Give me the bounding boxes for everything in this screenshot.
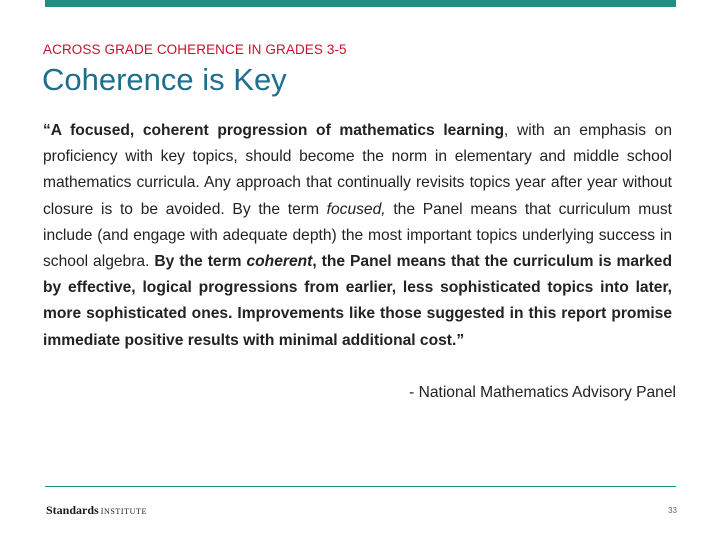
quote-bold-opening: “A focused, coherent progression of mathematics learning [43, 122, 505, 139]
logo-sub-text: INSTITUTE [100, 507, 147, 516]
quote-bold-2: By the term [154, 253, 247, 271]
quote-text [43, 118, 672, 354]
logo-main-text: Standards [46, 503, 99, 517]
quote-attribution: - National Mathematics Advisory Panel [409, 384, 676, 401]
slide-title: Coherence is Key [42, 62, 287, 97]
quote-bold-closing: , the Panel means that the curriculum is marked by effective, logical progressions from earlier, less sophisticated topics into later, more sophisticated ones. Improvements like those suggested in this report promise immediate positive results with minimal additional cost.” [43, 253, 672, 349]
standards-institute-logo [46, 504, 147, 518]
section-label: ACROSS GRADE COHERENCE IN GRADES 3-5 [43, 42, 347, 57]
quote-body-1: , with an emphasis on proficiency with key topics, should become the norm in elementary and middle school mathematics curricula. Any approach that continually revisits topics year after year without closure is to be avoided. By the term [43, 122, 672, 218]
page-number: 33 [668, 506, 677, 515]
footer-divider [45, 486, 676, 487]
quote-bold-italic-coherent: coherent [246, 253, 313, 271]
quote-body-2: the Panel means that curriculum must include (and engage with adequate depth) the most important topics underlying success in school algebra. [43, 200, 673, 271]
quote-italic-focused: focused, [326, 200, 386, 218]
top-accent-bar [45, 0, 676, 7]
